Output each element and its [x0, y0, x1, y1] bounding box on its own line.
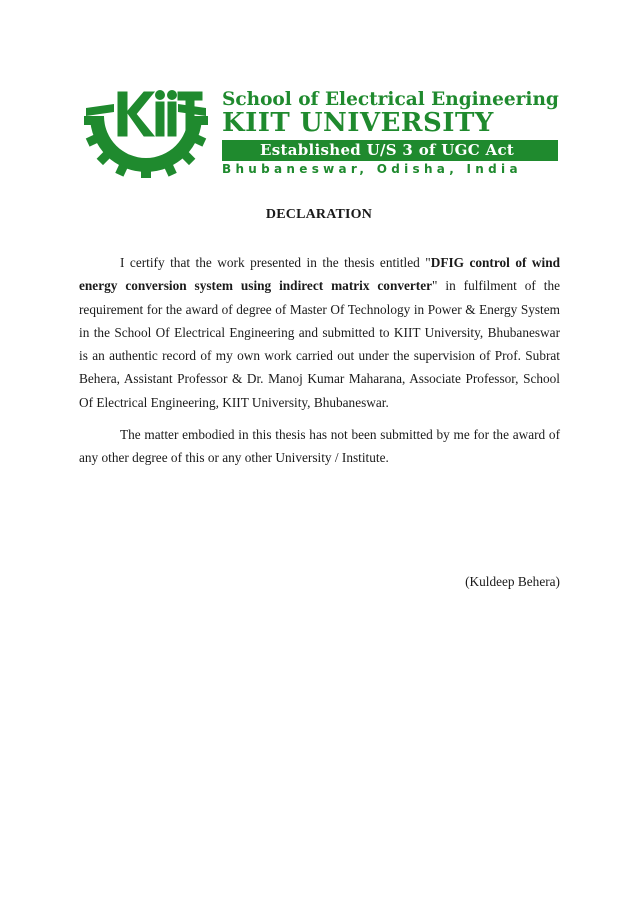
- signature-name: (Kuldeep Behera): [465, 574, 560, 589]
- certification-paragraph: [79, 251, 560, 414]
- established-text: Established U/S 3 of UGC Act: [260, 141, 515, 159]
- paragraph-start: I certify that the work presented in the thesis entitled ": [120, 255, 431, 270]
- university-name: KIIT UNIVERSITY: [222, 108, 494, 138]
- thesis-title: DFIG control of wind energy conversion system using indirect matrix converter: [79, 255, 560, 294]
- location-text: Bhubaneswar, Odisha, India: [222, 162, 522, 176]
- originality-paragraph: The matter embodied in this thesis has not been submitted by me for the award of any other degree of this or any other University / Institute.: [79, 427, 560, 466]
- established-band: [222, 140, 558, 161]
- school-name: School of Electrical Engineering: [222, 89, 559, 110]
- letterhead-text: [222, 86, 562, 182]
- declaration-body: [79, 251, 560, 470]
- declaration-title: DECLARATION: [265, 207, 373, 222]
- letterhead: [84, 86, 562, 182]
- paragraph-end: " in fulfilment of the requirement for the award of degree of Master Of Technology in Power & Energy System in the School Of Electrical Engineering and submitted to KIIT University, Bhubaneswar is an authentic record of my own work carried out under the supervision of Prof. Subrat Behera, Assistant Professor & Dr. Manoj Kumar Maharana, Associate Professor, School Of Electrical Engineering, KIIT University, Bhubaneswar.: [79, 278, 560, 410]
- kiit-gear-logo-icon: [84, 86, 218, 178]
